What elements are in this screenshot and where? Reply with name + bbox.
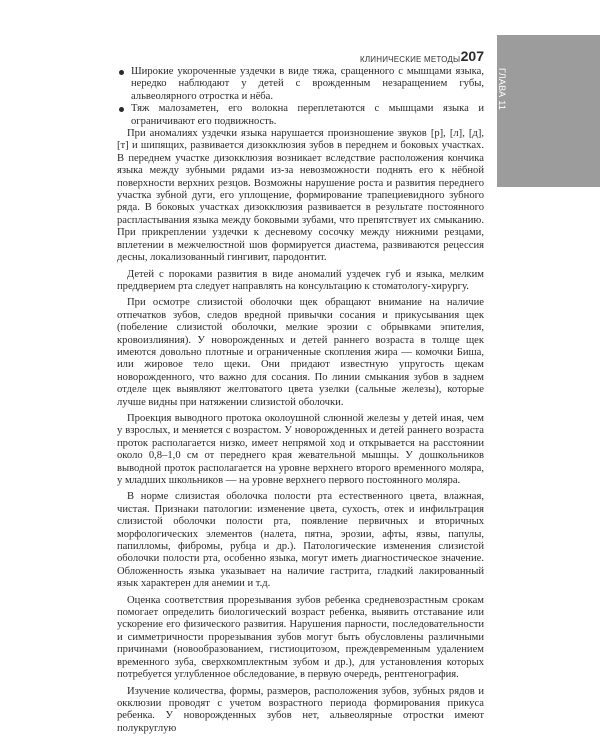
paragraph: В норме слизистая оболочка полости рта естественного цвета, влажная, чистая. Признаки патологии: изменение цвета, сухость, отек и инфильтрация слизистой оболочки полости рта, появление первичных и вторичных морфологических элементов (налета, пятна, эрозии, афты, язвы, папулы, папилломы, фибромы, рубца и др.). Патологические изменения слизистой оболочки полости рта, особенно языка, могут иметь диагностическое значение. Обложенность языка указывает на наличие гастрита, гладкий лакированный язык характерен для анемии и т.д. [117, 491, 484, 590]
paragraph: Проекция выводного протока околоушной слюнной железы у детей иная, чем у взрослых, и меняется с возрастом. У новорожденных и детей раннего возраста проток располагается низко, имеет непрямой ход и открывается на расстоянии около 0,8–1,0 см от переднего края жевательной мышцы. У дошкольников выводной проток располагается на уровне верхнего второго временного моляра, у младших школьников — на уровне верхнего первого постоянного моляра. [117, 412, 484, 486]
chapter-side-tab [497, 35, 600, 187]
page-body [117, 66, 484, 735]
paragraph: Детей с пороками развития в виде аномалий уздечек губ и языка, мелким преддверием рта следует направлять на консультацию к стоматологу-хирургу. [117, 268, 484, 292]
bullet-dot-icon [119, 107, 124, 112]
section-title: КЛИНИЧЕСКИЕ МЕТОДЫ [360, 55, 461, 64]
page-header [360, 48, 484, 68]
paragraph: При осмотре слизистой оболочки щек обращают внимание на наличие отпечатков зубов, следов вредной привычки сосания и прикусывания щек (побеление слизистой оболочки, мелкие эрозии с обрывками эпителия, кровоизлияния). У новорожденных и детей раннего возраста в толще щек имеются довольно плотные и ограниченные скопления жира — комочки Биша, или жировое тело щеки. Они придают известную упругость щекам новорожденного, что важно для сосания. По линии смыкания зубов в заднем отделе щек выявляют желтоватого цвета узелки (сальные железы), которые лучше видны при натяжении слизистой оболочки. [117, 297, 484, 408]
page-number: 207 [460, 48, 484, 64]
paragraph: Оценка соответствия прорезывания зубов ребенка средневозрастным срокам помогает определить биологический возраст ребенка, выявить отставание или ускорение его физического развития. Нарушения парности, последовательности и симметричности прорезывания зубов могут быть обусловлены различными причинами (новообразованием, гистиоцитозом, преждевременным удалением временного зуба, сверхкомплектным зубом и др.), для установления которых потребуется углубленное обследование, в первую очередь, рентгенография. [117, 594, 484, 681]
bullet-item: Широкие укороченные уздечки в виде тяжа, сращенного с мышцами языка, нередко наблюдают у детей с врожденным незаращением губы, альвеолярного отростка и нёба. [117, 66, 484, 103]
chapter-label: ГЛАВА 11 [497, 68, 507, 111]
paragraph: При аномалиях уздечки языка нарушается произношение звуков [р], [л], [д], [т] и шипящих, развивается дизокклюзия зубов в переднем и боковых участках. В переднем участке дизокклюзия возникает вследствие расположения кончика языка между зубными рядами из-за невозможности поднять его к нёбной поверхности верхних резцов. Возможны нарушение роста и развития переднего участка зубной дуги, его уплощение, формирование трапециевидного зубного ряда. В боковых участках дизокклюзия развивается в результате постоянного распластывания языка между боковыми зубами, что препятствует их смыканию. При прикреплении уздечки к десневому сосочку между нижними резцами, вплетении в межчелюстной шов формируется диастема, развиваются рецессия десны, локализованный гингивит, пародонтит. [117, 128, 484, 264]
bullet-item: Тяж малозаметен, его волокна переплетаются с мышцами языка и ограничивают его подвижность. [117, 103, 484, 128]
bullet-dot-icon [119, 70, 124, 75]
paragraph: Изучение количества, формы, размеров, расположения зубов, зубных рядов и окклюзии проводят с учетом возрастного периода формирования прикуса ребенка. У новорожденных зубов нет, альвеолярные отростки имеют полукруглую [117, 685, 484, 734]
bullet-list [117, 66, 484, 128]
